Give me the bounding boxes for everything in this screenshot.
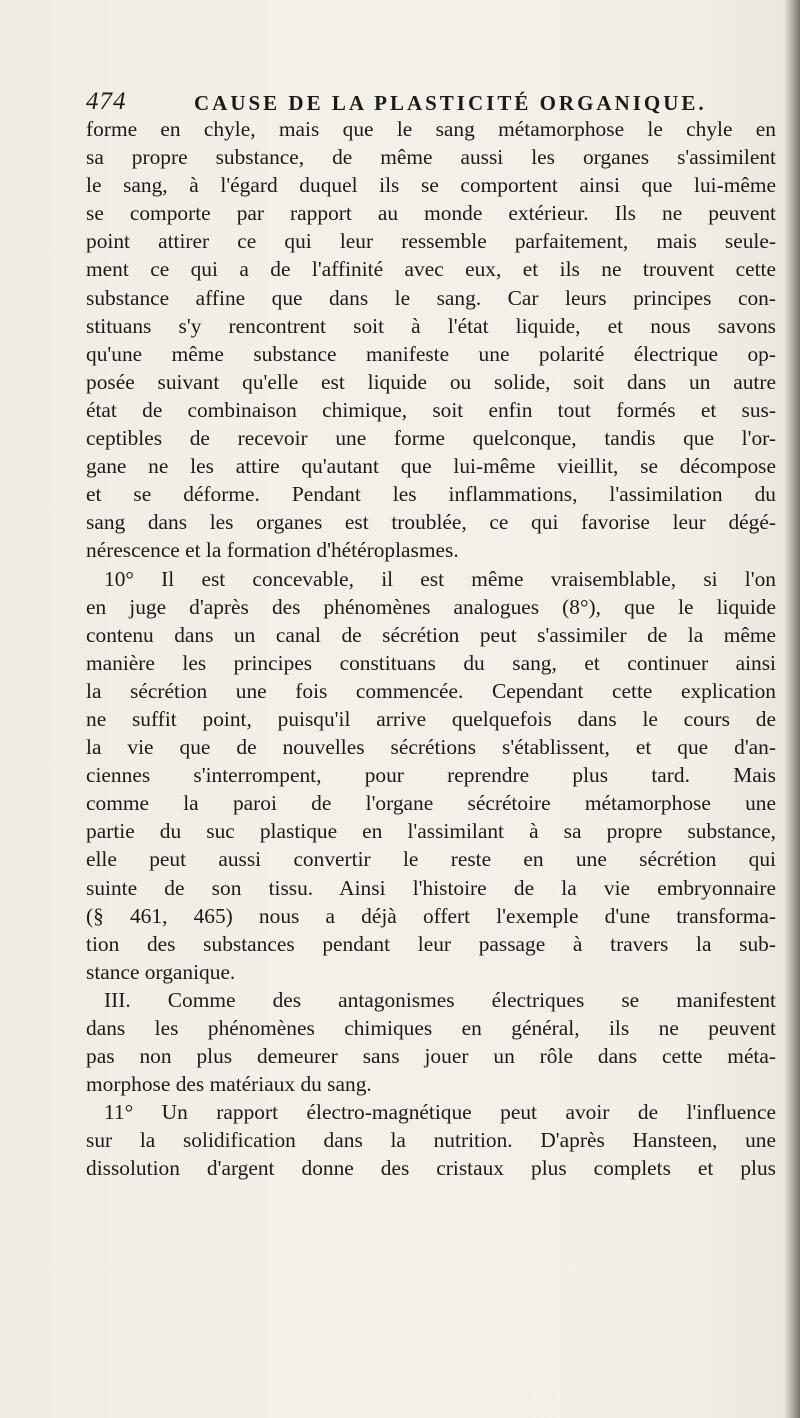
text-line: tion des substances pendant leur passage à travers la sub- xyxy=(86,931,776,956)
text-line: dans les phénomènes chimiques en général, ils ne peuvent xyxy=(86,1016,776,1040)
text-line: manière les principes constituans du sang, et continuer ainsi xyxy=(86,650,776,675)
paragraph-start: 11° Un rapport électro-magnétique peut avoir de l'influence xyxy=(104,1100,776,1125)
text-line: forme en chyle, mais que le sang métamorphose le chyle en xyxy=(86,117,776,141)
text-line: en juge d'après des phénomènes analogues (8°), que le liquide xyxy=(86,594,776,619)
body-text xyxy=(86,115,776,1183)
text-line: morphose des matériaux du sang. xyxy=(86,1072,372,1097)
running-title: CAUSE DE LA PLASTICITÉ ORGANIQUE. xyxy=(194,91,707,115)
text-line: sang dans les organes est troublée, ce qui favorise leur dégé- xyxy=(86,510,776,535)
paragraph-start: III. Comme des antagonismes électriques se manifestent xyxy=(104,987,776,1012)
paragraph-start: 10° Il est concevable, il est même vraisemblable, si l'on xyxy=(104,566,776,591)
text-line: (§ 461, 465) nous a déjà offert l'exemple d'une transforma- xyxy=(86,903,776,928)
text-line: gane ne les attire qu'autant que lui-même vieillit, se décompose xyxy=(86,454,776,479)
text-line: stituans s'y rencontrent soit à l'état liquide, et nous savons xyxy=(86,313,776,338)
text-line: nérescence et la formation d'hétéroplasmes. xyxy=(86,538,459,563)
text-line: substance affine que dans le sang. Car leurs principes con- xyxy=(86,285,776,310)
text-line: dissolution d'argent donne des cristaux plus complets et plus xyxy=(86,1156,776,1181)
text-line: partie du suc plastique en l'assimilant à sa propre substance, xyxy=(86,819,776,844)
text-line: suinte de son tissu. Ainsi l'histoire de la vie embryonnaire xyxy=(86,875,776,900)
text-line: posée suivant qu'elle est liquide ou solide, soit dans un autre xyxy=(86,369,776,394)
text-line: ceptibles de recevoir une forme quelconque, tandis que l'or- xyxy=(86,426,776,451)
text-line: ciennes s'interrompent, pour reprendre plus tard. Mais xyxy=(86,763,776,788)
text-line: état de combinaison chimique, soit enfin tout formés et sus- xyxy=(86,397,776,422)
text-line: comme la paroi de l'organe sécrétoire métamorphose une xyxy=(86,791,776,816)
text-line: pas non plus demeurer sans jouer un rôle dans cette méta- xyxy=(86,1044,776,1069)
text-line: et se déforme. Pendant les inflammations, l'assimilation du xyxy=(86,482,776,507)
text-line: sur la solidification dans la nutrition. D'après Hansteen, une xyxy=(86,1128,776,1153)
text-line: stance organique. xyxy=(86,959,236,984)
text-line: la sécrétion une fois commencée. Cependant cette explication xyxy=(86,678,776,703)
text-line: ne suffit point, puisqu'il arrive quelquefois dans le cours de xyxy=(86,706,776,731)
page-binding-shadow xyxy=(784,0,800,1418)
text-line: se comporte par rapport au monde extérieur. Ils ne peuvent xyxy=(86,201,776,226)
text-line: ment ce qui a de l'affinité avec eux, et ils ne trouvent cette xyxy=(86,257,776,282)
text-line: le sang, à l'égard duquel ils se comportent ainsi que lui-même xyxy=(86,173,776,198)
text-line: la vie que de nouvelles sécrétions s'établissent, et que d'an- xyxy=(86,735,776,760)
page-number: 474 xyxy=(86,88,127,115)
text-line: qu'une même substance manifeste une polarité électrique op- xyxy=(86,341,776,366)
text-line: elle peut aussi convertir le reste en une sécrétion qui xyxy=(86,847,776,872)
text-line: contenu dans un canal de sécrétion peut s'assimiler de la même xyxy=(86,622,776,647)
text-line: sa propre substance, de même aussi les organes s'assimilent xyxy=(86,145,776,170)
text-line: point attirer ce qui leur ressemble parfaitement, mais seule- xyxy=(86,229,776,254)
